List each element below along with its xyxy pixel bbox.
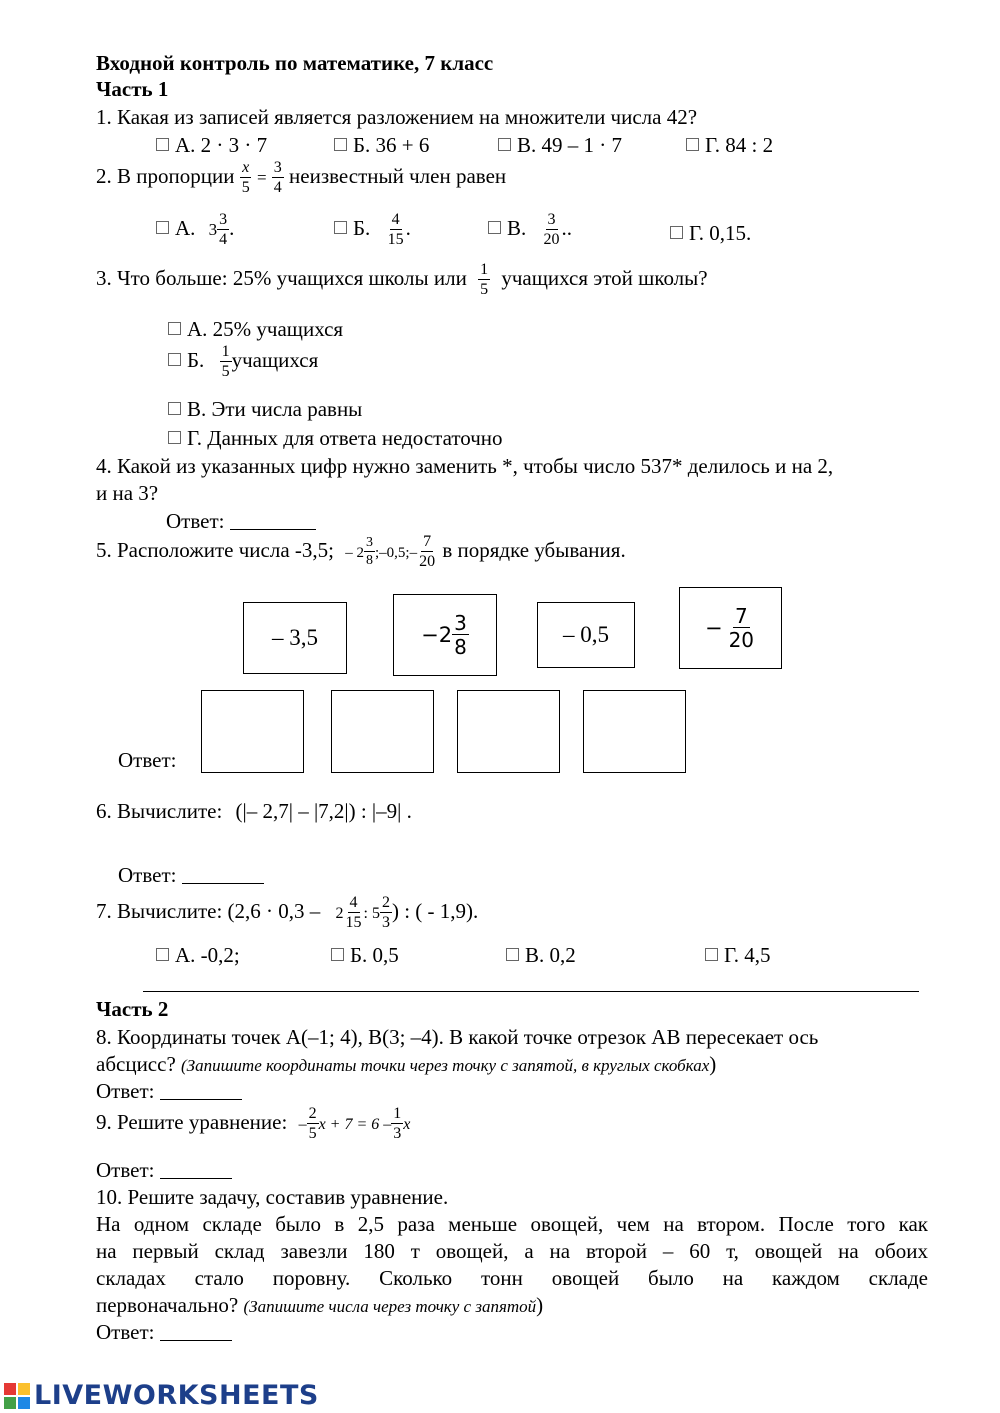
- checkbox-icon[interactable]: [168, 402, 181, 415]
- page-title: Входной контроль по математике, 7 класс: [96, 51, 494, 75]
- q3-option-c[interactable]: В. Эти числа равны: [168, 396, 362, 422]
- q5-text: 5. Расположите числа -3,5; – 2 $\frac{3}{8}$ ;–0,5;– $\frac{7}{20}$ в порядке убывания.: [96, 533, 626, 570]
- q5-drop-slot-3[interactable]: [457, 690, 560, 773]
- q2-option-d[interactable]: Г. 0,15.: [670, 220, 751, 246]
- q2-text: 2. В пропорции $\frac{x}{5}$ = $\frac{3}{4}$ неизвестный член равен: [96, 159, 507, 196]
- q6-text: 6. Вычислите: (|– 2,7| – |7,2|) : |–9| .: [96, 799, 412, 823]
- q10-answer: Ответ:: [96, 1319, 232, 1345]
- q8-line2: абсцисс? (Запишите координаты точки через точку с запятой, в круглых скобках): [96, 1052, 717, 1076]
- checkbox-icon[interactable]: [168, 431, 181, 444]
- q2-option-b[interactable]: Б. $\frac{4}{15}$ .: [334, 212, 411, 248]
- checkbox-icon[interactable]: [498, 138, 511, 151]
- q4-line1: 4. Какой из указанных цифр нужно заменить *, чтобы число 537* делилось и на 2,: [96, 454, 834, 478]
- q10-line1: На одном складе было в 2,5 раза меньше овощей, чем на втором. После того как: [96, 1212, 928, 1236]
- q5-drop-slot-4[interactable]: [583, 690, 686, 773]
- q7-option-c[interactable]: В. 0,2: [506, 942, 576, 968]
- q1-option-a[interactable]: А. 2 · 3 · 7: [156, 132, 267, 158]
- liveworksheets-logo: LIVEWORKSHEETS: [4, 1380, 319, 1411]
- q4-answer: Ответ:: [166, 508, 316, 534]
- part2-heading: Часть 2: [96, 997, 169, 1021]
- q7-option-a[interactable]: А. -0,2;: [156, 942, 240, 968]
- q6-answer: Ответ:: [118, 862, 264, 888]
- checkbox-icon[interactable]: [488, 221, 501, 234]
- q2-option-a[interactable]: А. 3 $\frac{3}{4}$ .: [156, 212, 234, 248]
- q1-option-c[interactable]: В. 49 – 1 · 7: [498, 132, 622, 158]
- checkbox-icon[interactable]: [506, 948, 519, 961]
- checkbox-icon[interactable]: [331, 948, 344, 961]
- checkbox-icon[interactable]: [168, 322, 181, 335]
- checkbox-icon[interactable]: [334, 221, 347, 234]
- checkbox-icon[interactable]: [156, 221, 169, 234]
- q4-line2: и на 3?: [96, 481, 159, 505]
- checkbox-icon[interactable]: [670, 226, 683, 239]
- q3-option-d[interactable]: Г. Данных для ответа недостаточно: [168, 425, 503, 451]
- q5-drop-slot-1[interactable]: [201, 690, 304, 773]
- checkbox-icon[interactable]: [686, 138, 699, 151]
- q5-card-1[interactable]: – 3,5: [243, 602, 347, 674]
- q3-text: 3. Что больше: 25% учащихся школы или $\frac{1}{5}$ учащихся этой школы?: [96, 261, 708, 298]
- q10-line4: первоначально? (Запишите числа через точку с запятой): [96, 1293, 544, 1317]
- q5-drop-slot-2[interactable]: [331, 690, 434, 773]
- q9-answer-input[interactable]: [160, 1160, 232, 1179]
- q3-option-a[interactable]: А. 25% учащихся: [168, 316, 343, 342]
- q3-option-b[interactable]: Б. $\frac{1}{5}$ учащихся: [168, 344, 318, 380]
- q9-text: 9. Решите уравнение: – $\frac{2}{5}$ x + 7 = 6 – $\frac{1}{3}$ x: [96, 1105, 411, 1142]
- q5-card-3[interactable]: – 0,5: [537, 602, 635, 668]
- checkbox-icon[interactable]: [334, 138, 347, 151]
- q6-answer-input[interactable]: [182, 865, 264, 884]
- q10-line3: складах стало поровну. Сколько тонн овощей было на каждом складе: [96, 1266, 928, 1290]
- q4-answer-input[interactable]: [230, 511, 316, 530]
- q7-option-d[interactable]: Г. 4,5: [705, 942, 771, 968]
- q5-card-2[interactable]: −2 $\frac{3}{8}$: [393, 594, 497, 676]
- q9-answer: Ответ:: [96, 1157, 232, 1183]
- part1-heading: Часть 1: [96, 77, 169, 101]
- q7-option-b[interactable]: Б. 0,5: [331, 942, 399, 968]
- q8-answer: Ответ:: [96, 1078, 242, 1104]
- checkbox-icon[interactable]: [705, 948, 718, 961]
- checkbox-icon[interactable]: [156, 948, 169, 961]
- q1-option-b[interactable]: Б. 36 + 6: [334, 132, 429, 158]
- q8-line1: 8. Координаты точек А(–1; 4), В(3; –4). В какой точке отрезок АВ пересекает ось: [96, 1025, 819, 1049]
- logo-icon: [4, 1383, 30, 1409]
- checkbox-icon[interactable]: [168, 353, 181, 366]
- q5-answer-label: Ответ:: [118, 748, 177, 772]
- q5-card-4[interactable]: − $\frac{7}{20}$: [679, 587, 782, 669]
- q1-text: 1. Какая из записей является разложением на множители числа 42?: [96, 105, 698, 129]
- checkbox-icon[interactable]: [156, 138, 169, 151]
- q2-option-c[interactable]: В. $\frac{3}{20}$ ..: [488, 212, 572, 248]
- divider-line: [143, 991, 919, 992]
- q10-line2: на первый склад завезли 180 т овощей, а на второй – 60 т, овощей на обоих: [96, 1239, 928, 1263]
- q8-answer-input[interactable]: [160, 1081, 242, 1100]
- q10-line0: 10. Решите задачу, составив уравнение.: [96, 1185, 449, 1209]
- q10-answer-input[interactable]: [160, 1322, 232, 1341]
- q1-option-d[interactable]: Г. 84 : 2: [686, 132, 773, 158]
- q7-text: 7. Вычислите: (2,6 · 0,3 – 2 $\frac{4}{15}$ : 5 $\frac{2}{3}$ ) : ( - 1,9).: [96, 894, 479, 931]
